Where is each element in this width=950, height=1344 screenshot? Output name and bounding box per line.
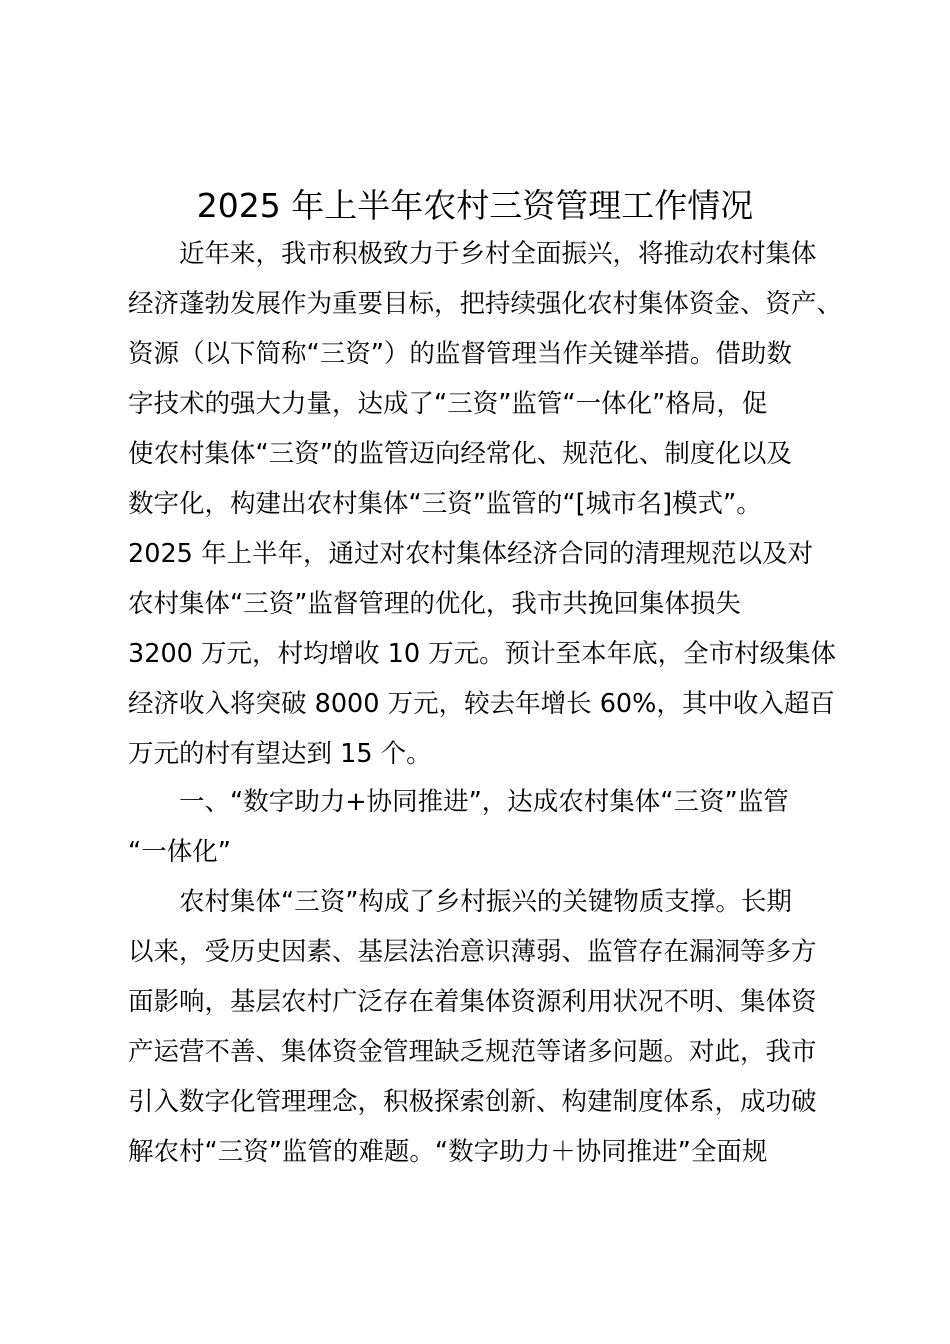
paragraph-line: 产运营不善、集体资金管理缺乏规范等诸多问题。对此，我市: [128, 1037, 817, 1067]
paragraph-line: 近年来，我市积极致力于乡村全面振兴，将推动农村集体: [179, 239, 817, 269]
paragraph-line: 农村集体“三资”构成了乡村振兴的关键物质支撑。长期: [179, 887, 792, 917]
paragraph-line: 农村集体“三资”监督管理的优化，我市共挽回集体损失: [128, 589, 741, 619]
paragraph-line: 经济蓬勃发展作为重要目标，把持续强化农村集体资金、资产、: [128, 289, 843, 319]
paragraph-line: 数字化，构建出农村集体“三资”监管的“[城市名]模式”。: [128, 489, 762, 519]
paragraph-line: 解农村“三资”监管的难题。“数字助力＋协同推进”全面规: [128, 1137, 768, 1167]
paragraph-line: 2025 年上半年，通过对农村集体经济合同的清理规范以及对: [128, 539, 814, 569]
document-title: 2025 年上半年农村三资管理工作情况: [196, 186, 754, 225]
paragraph-line: 字技术的强大力量，达成了“三资”监管“一体化”格局，促: [128, 389, 768, 419]
section-heading-line: 一、“数字助力+协同推进”，达成农村集体“三资”监管: [179, 787, 789, 817]
paragraph-line: 引入数字化管理理念，积极探索创新、构建制度体系，成功破: [128, 1087, 817, 1117]
paragraph-line: 使农村集体“三资”的监管迈向经常化、规范化、制度化以及: [128, 439, 792, 469]
paragraph-line: 以来，受历史因素、基层法治意识薄弱、监管存在漏洞等多方: [128, 937, 817, 967]
paragraph-line: 经济收入将突破 8000 万元，较去年增长 60%，其中收入超百: [128, 689, 835, 719]
paragraph-line: 3200 万元，村均增收 10 万元。预计至本年底，全市村级集体: [128, 639, 837, 669]
paragraph-line: 资源（以下简称“三资”）的监督管理当作关键举措。借助数: [128, 339, 792, 369]
paragraph-line: 万元的村有望达到 15 个。: [128, 739, 432, 769]
paragraph-line: 面影响，基层农村广泛存在着集体资源利用状况不明、集体资: [128, 987, 817, 1017]
section-heading-line: “一体化”: [128, 837, 231, 867]
